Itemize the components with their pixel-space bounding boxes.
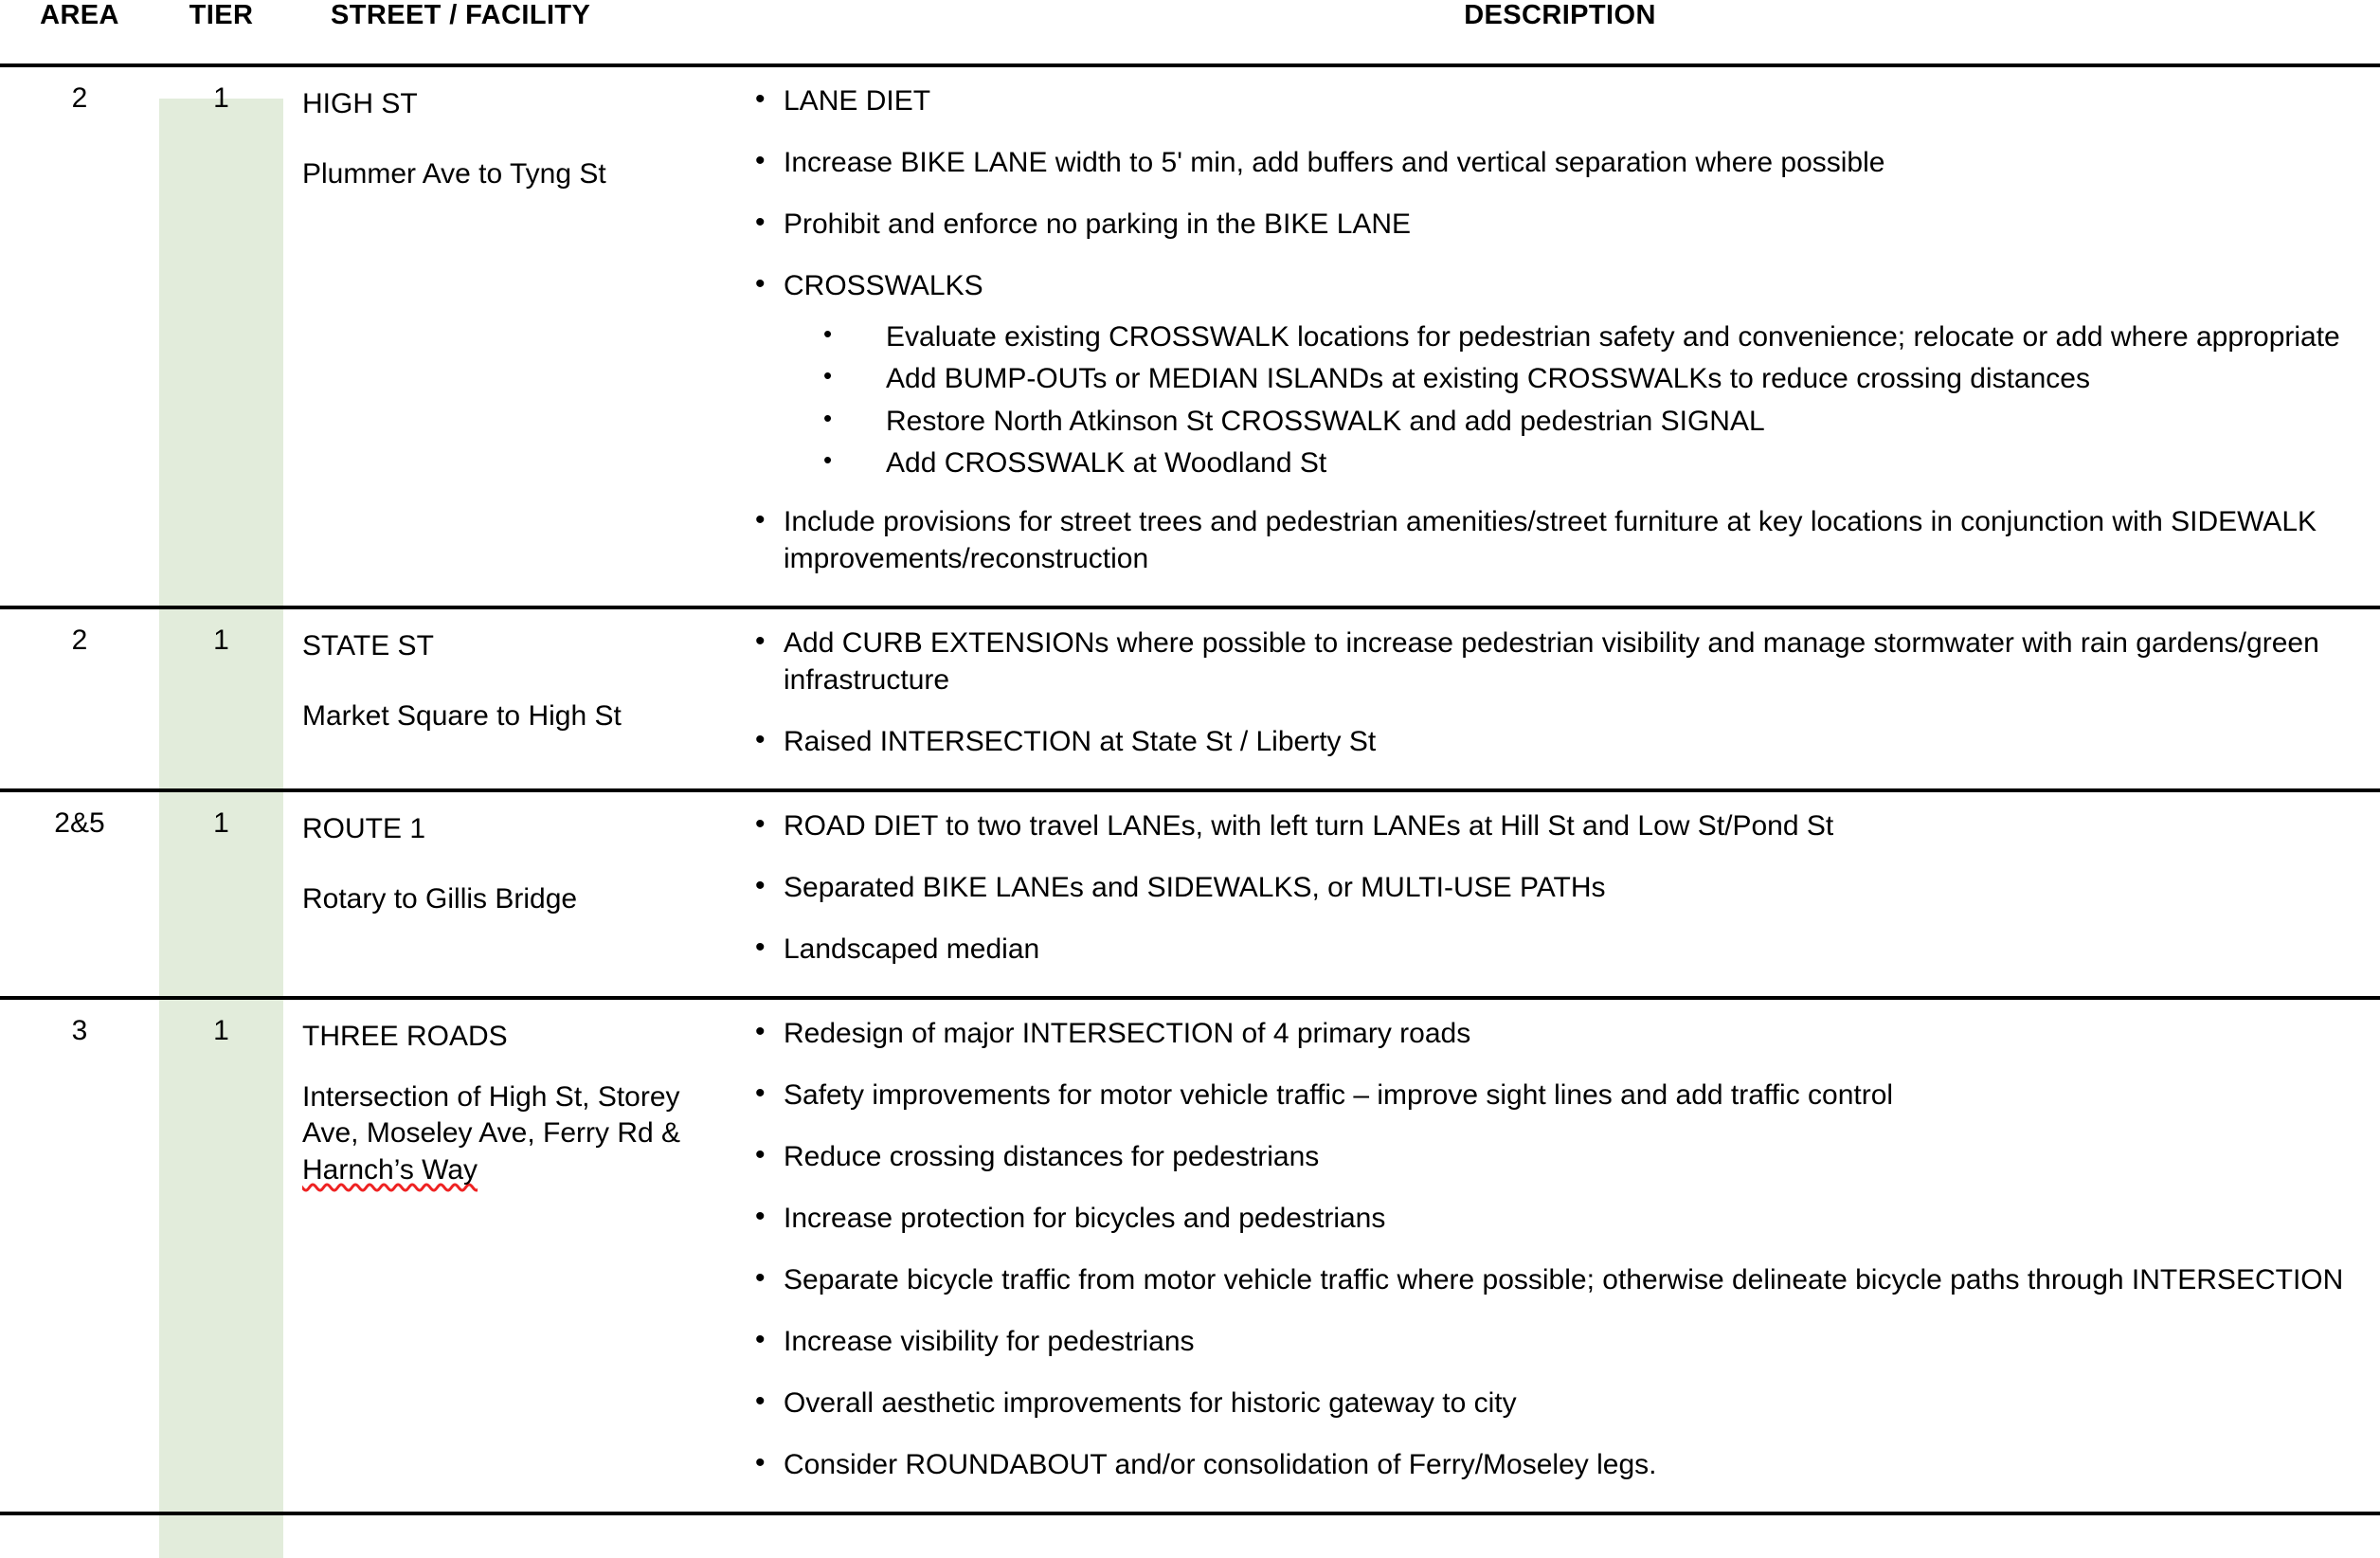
cell-tier: 1 bbox=[159, 607, 283, 790]
street-extent-prefix: Intersection of High St, Storey Ave, Moseley Ave, Ferry Rd & bbox=[302, 1080, 681, 1150]
bullet-text: • Increase protection for bicycles and pedestrians bbox=[784, 1203, 1385, 1234]
sub-list-item bbox=[784, 445, 2365, 481]
cell-description bbox=[740, 790, 2380, 998]
list-item bbox=[740, 1385, 2365, 1422]
sub-list-item bbox=[784, 404, 2365, 440]
list-item bbox=[740, 807, 2365, 844]
column-header-street: STREET / FACILITY bbox=[331, 0, 591, 30]
cell-area: 3 bbox=[0, 998, 159, 1513]
list-item bbox=[740, 931, 2365, 968]
bullet-text: • Landscaped median bbox=[784, 933, 1039, 965]
column-header-tier: TIER bbox=[189, 0, 254, 30]
sub-list-item bbox=[784, 319, 2365, 355]
street-name: THREE ROADS bbox=[302, 1020, 508, 1052]
list-item bbox=[740, 1323, 2365, 1360]
bullet-text: • Include provisions for street trees and pedestrian amenities/street furniture at key locations in conjunction with SIDEWALK improvements/reconstruction bbox=[784, 506, 2317, 574]
sub-bullet-text: • Evaluate existing CROSSWALK locations for pedestrian safety and convenience; relocate or add where appropriate bbox=[886, 321, 2340, 353]
cell-area: 2 bbox=[0, 65, 159, 607]
sub-list-item bbox=[784, 361, 2365, 397]
list-item bbox=[740, 82, 2365, 119]
table-row bbox=[0, 607, 2380, 790]
bullet-text: • Increase visibility for pedestrians bbox=[784, 1326, 1195, 1357]
description-list bbox=[740, 625, 2365, 760]
description-list bbox=[740, 807, 2365, 968]
cell-description bbox=[740, 607, 2380, 790]
street-extent: Market Square to High St bbox=[302, 699, 622, 732]
cell-area: 2 bbox=[0, 607, 159, 790]
bullet-text: • LANE DIET bbox=[784, 85, 930, 117]
street-extent: Plummer Ave to Tyng St bbox=[302, 158, 606, 190]
cell-description bbox=[740, 998, 2380, 1513]
street-name: ROUTE 1 bbox=[302, 812, 426, 844]
bullet-text: • Separated BIKE LANEs and SIDEWALKS, or MULTI-USE PATHs bbox=[784, 872, 1606, 903]
header-row bbox=[0, 0, 2380, 65]
street-name: HIGH ST bbox=[302, 88, 418, 119]
sub-bullet-text: • Add BUMP-OUTs or MEDIAN ISLANDs at existing CROSSWALKs to reduce crossing distances bbox=[886, 363, 2090, 394]
bullet-text: • Add CURB EXTENSIONs where possible to increase pedestrian visibility and manage stormwater with rain gardens/green infrastructure bbox=[784, 627, 2319, 696]
cell-tier: 1 bbox=[159, 998, 283, 1513]
table-row bbox=[0, 998, 2380, 1513]
bullet-text: • Safety improvements for motor vehicle traffic – improve sight lines and add traffic control bbox=[784, 1079, 1893, 1111]
list-item bbox=[740, 1446, 2365, 1483]
list-item bbox=[740, 1261, 2365, 1298]
list-item bbox=[740, 1200, 2365, 1237]
list-item bbox=[740, 267, 2365, 482]
list-item bbox=[740, 206, 2365, 243]
cell-tier: 1 bbox=[159, 790, 283, 998]
list-item bbox=[740, 625, 2365, 698]
street-extent bbox=[302, 1079, 727, 1188]
bullet-text: • Consider ROUNDABOUT and/or consolidation of Ferry/Moseley legs. bbox=[784, 1449, 1656, 1480]
bullet-text: • Overall aesthetic improvements for historic gateway to city bbox=[784, 1387, 1517, 1419]
description-list bbox=[740, 1015, 2365, 1483]
bullet-text: • Redesign of major INTERSECTION of 4 primary roads bbox=[784, 1018, 1470, 1049]
table-header bbox=[0, 0, 2380, 65]
table-body bbox=[0, 65, 2380, 1513]
bullet-text: • Separate bicycle traffic from motor vehicle traffic where possible; otherwise delineate bicycle paths through INTERSECTION bbox=[784, 1264, 2343, 1295]
cell-street bbox=[283, 65, 740, 607]
cell-street bbox=[283, 998, 740, 1513]
cell-street bbox=[283, 790, 740, 998]
cell-description bbox=[740, 65, 2380, 607]
cell-street bbox=[283, 607, 740, 790]
cell-area: 2&5 bbox=[0, 790, 159, 998]
list-item bbox=[740, 503, 2365, 577]
bullet-text: • Prohibit and enforce no parking in the BIKE LANE bbox=[784, 208, 1411, 240]
list-item bbox=[740, 144, 2365, 181]
column-header-description: DESCRIPTION bbox=[1464, 0, 1656, 30]
sub-bullet-text: • Restore North Atkinson St CROSSWALK and add pedestrian SIGNAL bbox=[886, 406, 1765, 437]
table-row bbox=[0, 790, 2380, 998]
bullet-text: • Reduce crossing distances for pedestrians bbox=[784, 1141, 1319, 1172]
list-item bbox=[740, 1077, 2365, 1114]
sub-bullet-text: • Add CROSSWALK at Woodland St bbox=[886, 447, 1326, 479]
sub-description-list bbox=[784, 319, 2365, 482]
list-item bbox=[740, 869, 2365, 906]
bullet-text: • Increase BIKE LANE width to 5' min, add buffers and vertical separation where possible bbox=[784, 147, 1884, 178]
bullet-text: • CROSSWALKS bbox=[784, 270, 983, 301]
street-name: STATE ST bbox=[302, 629, 434, 661]
description-list bbox=[740, 82, 2365, 577]
street-extent: Rotary to Gillis Bridge bbox=[302, 882, 578, 915]
spellcheck-flagged-text: Harnch’s Way bbox=[302, 1153, 478, 1186]
list-item bbox=[740, 1138, 2365, 1175]
cell-tier: 1 bbox=[159, 65, 283, 607]
table-row bbox=[0, 65, 2380, 607]
bullet-text: • Raised INTERSECTION at State St / Liberty St bbox=[784, 726, 1376, 757]
bullet-text: • ROAD DIET to two travel LANEs, with left turn LANEs at Hill St and Low St/Pond St bbox=[784, 810, 1833, 842]
list-item bbox=[740, 1015, 2365, 1052]
list-item bbox=[740, 723, 2365, 760]
column-header-area: AREA bbox=[40, 0, 119, 30]
